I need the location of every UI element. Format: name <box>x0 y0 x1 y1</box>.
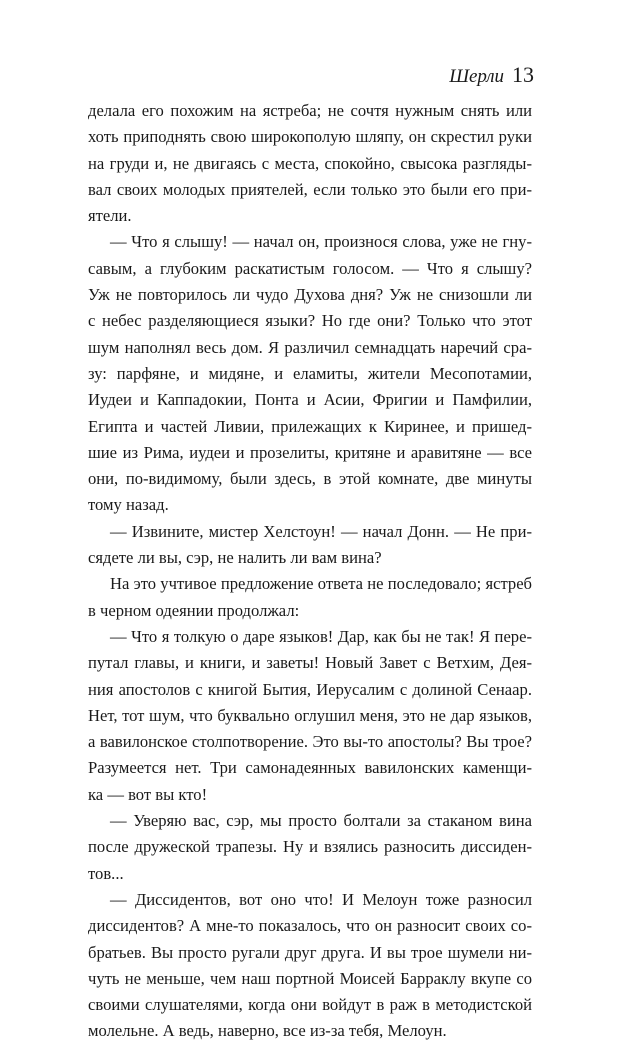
text-line: — Диссидентов, вот оно что! И Мелоун тоже разносил <box>110 889 532 909</box>
text-line: а вавилонское столпотворение. Это вы-то апостолы? Вы трое? <box>88 732 532 752</box>
text-line: — Что я слышу! — начал он, произнося слова, уже не гну- <box>110 232 532 252</box>
text-line: — Что я толкую о даре языков! Дар, как бы не так! Я пере- <box>110 626 532 646</box>
text-line: после дружеской трапезы. Ну и взялись разносить диссиден- <box>88 837 532 857</box>
text-line: — Извините, мистер Хелстоун! — начал Донн. — Не при- <box>110 521 532 541</box>
text-line: Уж не повторилось ли чудо Духова дня? Уж не снизошли ли <box>88 285 532 305</box>
text-line: диссидентов? А мне-то показалось, что он разносит своих со- <box>88 916 532 936</box>
text-line: шум наполнял весь дом. Я различил семнадцать наречий сра- <box>88 337 532 357</box>
text-line: Нет, тот шум, что буквально оглушил меня, это не дар языков, <box>88 705 532 725</box>
body-text <box>88 98 532 1045</box>
text-line: Египта и частей Ливии, прилежащих к Киринее, и пришед- <box>88 416 532 436</box>
text-line: хоть приподнять свою широкополую шляпу, он скрестил руки <box>88 127 532 147</box>
running-title: Шерли <box>449 66 504 87</box>
text-line: молельне. А ведь, наверно, все из-за тебя, Мелоун. <box>88 1021 447 1041</box>
text-line: савым, а глубоким раскатистым голосом. — Что я слышу? <box>88 258 532 278</box>
text-line: На это учтивое предложение ответа не последовало; ястреб <box>110 574 532 594</box>
text-line: вал своих молодых приятелей, если только это были его при- <box>88 179 532 199</box>
text-line: ния апостолов с книгой Бытия, Иерусалим с долиной Сенаар. <box>88 679 532 699</box>
text-line: путал главы, и книги, и заветы! Новый Завет с Ветхим, Дея- <box>88 653 532 673</box>
running-head <box>449 62 534 88</box>
text-line: тому назад. <box>88 495 169 515</box>
text-line: на груди и, не двигаясь с места, спокойно, свысока разгляды- <box>88 153 532 173</box>
text-line: они, по-видимому, были здесь, в этой комнате, две минуты <box>88 469 532 489</box>
text-line: ятели. <box>88 206 132 226</box>
text-line: тов... <box>88 863 124 883</box>
text-line: ка — вот вы кто! <box>88 784 208 804</box>
text-line: делала его похожим на ястреба; не сочтя нужным снять или <box>88 101 532 120</box>
page-number: 13 <box>512 62 534 87</box>
text-line: братьев. Вы просто ругали друг друга. И вы трое шумели ни- <box>88 942 532 962</box>
text-line: чуть не меньше, чем наш портной Моисей Барраклу вкупе со <box>88 968 532 988</box>
text-line: своими слушателями, когда они войдут в раж в методистской <box>88 995 532 1015</box>
text-line: с небес разделяющиеся языки? Но где они? Только что этот <box>88 311 532 331</box>
text-line: зу: парфяне, и мидяне, и еламиты, жители Месопотамии, <box>88 363 532 383</box>
text-line: шие из Рима, иудеи и прозелиты, критяне и аравитяне — все <box>88 442 532 462</box>
text-line: — Уверяю вас, сэр, мы просто болтали за стаканом вина <box>110 811 532 831</box>
text-line: Иудеи и Каппадокии, Понта и Асии, Фригии и Памфилии, <box>88 390 532 410</box>
text-line: сядете ли вы, сэр, не налить ли вам вина? <box>88 548 382 568</box>
text-line: Разумеется нет. Три самонадеянных вавилонских каменщи- <box>88 758 532 778</box>
text-line: в черном одеянии продолжал: <box>88 600 300 620</box>
